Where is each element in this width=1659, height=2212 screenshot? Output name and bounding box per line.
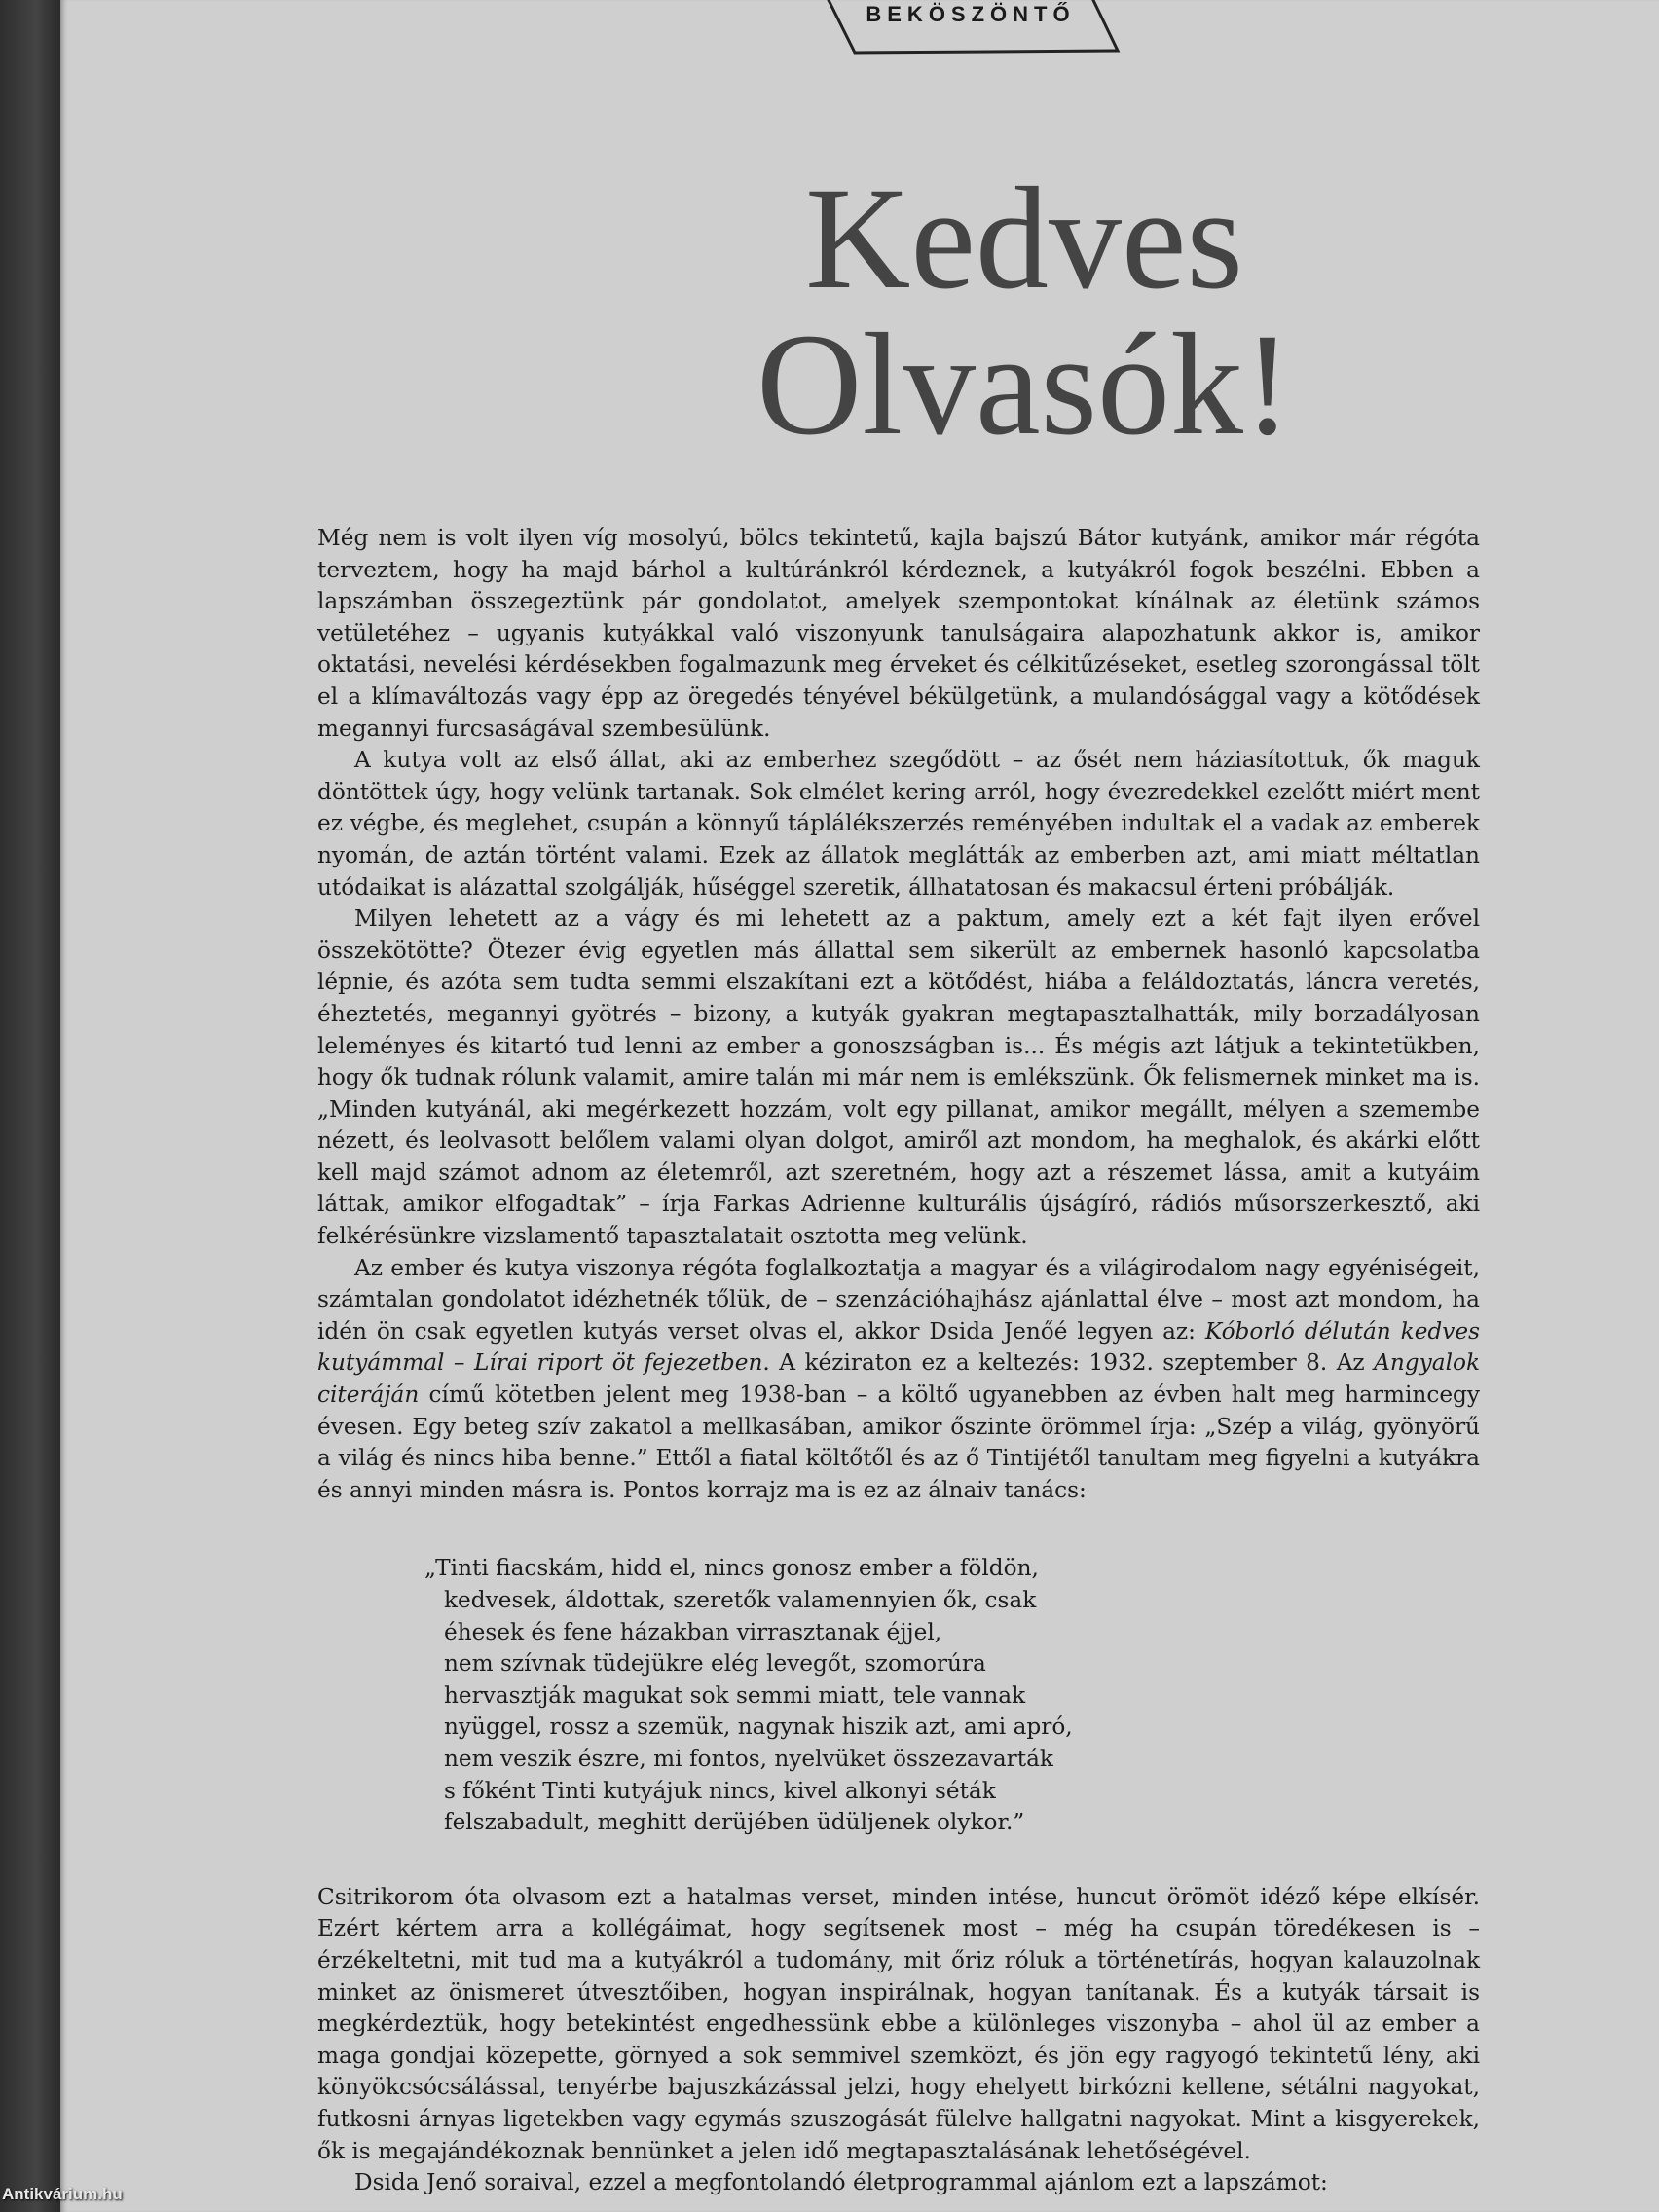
poem-line: éhesek és fene házakban virrasztanak éjjel, [444,1618,942,1645]
section-badge [820,0,1122,60]
poem-line: felszabadult, meghitt derüjében üdüljenek olykor.” [444,1809,1025,1836]
poem-quote [424,1553,1480,1838]
poem-line: nyüggel, rossz a szemük, nagynak hiszik azt, ami apró, [444,1714,1073,1741]
paragraph-4 [317,1253,1480,1507]
magazine-page [60,0,1659,2212]
watermark: Antikvárium.hu [2,2185,123,2203]
poem-title-italic: Kóborló délután kedves kutyámmal – Lírai riport öt fejezetben [317,1317,1480,1377]
poem-line: hervasztják magukat sok semmi miatt, tele vannak [444,1681,1026,1709]
paragraph-4-text-c: című kötetben jelent meg 1938-ban – a költő ugyanebben az évben halt meg harmincegy évesen. Egy beteg szív zakatol a mellkasában, amikor őszinte örömmel írja: „Szép a világ, gyönyörű a világ és nincs hiba benne.” Ettől a fiatal költőtől és az ő Tintijétől tanultam meg figyelni a kutyákra és annyi minden másra is. Pontos korrajz ma is ez az álnaiv tanács: [317,1382,1480,1503]
book-title-italic: Angyalok citeráján [317,1349,1480,1409]
paragraph-5: Csitrikorom óta olvasom ezt a hatalmas verset, minden intése, huncut örömöt idéző képe elkísér. Ezért kértem arra a kollégáimat, hogy segítsenek most – még ha csupán töredékesen is – érzékeltetni, mit tud ma a kutyákról a tudomány, mit őriz róluk a történetírás, hogyan kalauzolnak minket az önismeret útvesztőiben, hogyan inspirálnak, hogyan tanítanak. És a kutyák társait is megkérdeztük, hogy betekintést engedhessünk ebbe a különleges viszonyba – ahol ül az ember a maga gondjai közepette, görnyed a sok semmivel szemközt, és jön egy ragyogó tekintetű lény, aki könyökcsócsálással, tenyérbe bajuszkázással jelzi, hogy ehelyett birkózni kellene, sétálni nagyokat, futkosni árnyas ligetekben vagy egymás szuszogását fülelve hallgatni nagyokat. Mint a kisgyerekek, ők is megajándékoznak bennünket a jelen idő megtapasztalásának lehetőségével. [317,1883,1480,2164]
poem-line: nem veszik észre, mi fontos, nyelvüket összezavarták [444,1745,1053,1772]
paragraph-4-text-b: . A kéziraton ez a keltezés: 1932. szeptember 8. Az [762,1349,1375,1377]
paragraph-2: A kutya volt az első állat, aki az emberhez szegődött – az ősét nem háziasítottuk, ők maguk döntöttek úgy, hogy velünk tartanak. Sok elmélet kering arról, hogy évezredekkel ezelőtt miért ment ez végbe, és meglehet, csupán a könnyű táplálékszerzés reményében indultak el a vadak az emberek nyomán, de aztán történt valami. Ezek az állatok meglátták az emberben azt, ami miatt méltatlan utódaikat is alázattal szolgálják, hűséggel szeretik, állhatatosan és makacsul érteni próbálják. [317,747,1480,901]
paragraph-1: Még nem is volt ilyen víg mosolyú, bölcs tekintetű, kajla bajszú Bátor kutyánk, amikor már régóta terveztem, hogy ha majd bárhol a kultúránkról kérdeznek, a kutyákról fogok beszélni. Ebben a lapszámban összegeztünk pár gondolatot, amelyek szempontokat kínálnak az életünk számos vetületéhez – ugyanis kutyákkal való viszonyunk tanulságaira alapozhatunk akkor is, amikor oktatási, nevelési kérdésekben fogalmazunk meg érveket és célkitűzéseket, esetleg szorongással tölt el a klímaváltozás vagy épp az öregedés tényével békülgetünk, a mulandósággal vagy a kötődések megannyi furcsaságával szembesülünk. [317,525,1480,742]
section-label: BEKÖSZÖNTŐ [866,2,1076,26]
poem-line: „Tinti fiacskám, hidd el, nincs gonosz ember a földön, [424,1555,1039,1582]
desk-background [0,0,60,2212]
article-body [317,523,1480,2199]
paragraph-6: Dsida Jenő soraival, ezzel a megfontolandó életprogrammal ajánlom ezt a lapszámot: [354,2169,1328,2196]
title-line-1: Kedves [805,158,1243,319]
paragraph-3: Milyen lehetett az a vágy és mi lehetett az a paktum, amely ezt a két fajt ilyen erővel összekötötte? Ötezer évig egyetlen más állattal sem sikerült az embernek hasonló kapcsolatba lépnie, és azóta sem tudta semmi elszakítani ezt a kötődést, hiába a feláldoztatás, láncra veretés, éheztetés, megannyi gyötrés – bizony, a kutyák gyakran megtapasztalhatták, mily borzadályosan leleményes és kitartó tud lenni az ember a gonoszságban is... És mégis azt látjuk a tekintetükben, hogy ők tudnak rólunk valamit, amire talán mi már nem is emlékszünk. Ők felismernek minket ma is. „Minden kutyánál, aki megérkezett hozzám, volt egy pillanat, amikor megállt, mélyen a szemembe nézett, és leolvasott belőlem valami olyan dolgot, amiről azt mondom, ha meghalok, és akárki előtt kell majd számot adnom az életemről, azt szeretném, hogy azt a részemet lássa, amit a kutyáim láttak, amikor elfogadtak” – írja Farkas Adrienne kulturális újságíró, rádiós műsorszerkesztő, aki felkérésünkre vizslamentő tapasztalatait osztotta meg velünk. [317,905,1480,1250]
poem-line: s főként Tinti kutyájuk nincs, kivel alkonyi séták [444,1777,996,1804]
paragraph-4-text-a: Az ember és kutya viszonya régóta foglalkoztatja a magyar és a világirodalom nagy egyéniségeit, számtalan gondolatot idézhetnék tőlük, de – szenzációhajhász ajánlattal élve – most azt mondom, ha idén ön csak egyetlen kutyás verset olvas el, akkor Dsida Jenőé legyen az: [317,1254,1480,1345]
title-line-2: Olvasók! [756,304,1292,465]
poem-line: nem szívnak tüdejükre elég levegőt, szomorúra [444,1650,986,1677]
page-title [606,158,1443,465]
poem-line: kedvesek, áldottak, szeretők valamennyien ők, csak [444,1587,1037,1613]
